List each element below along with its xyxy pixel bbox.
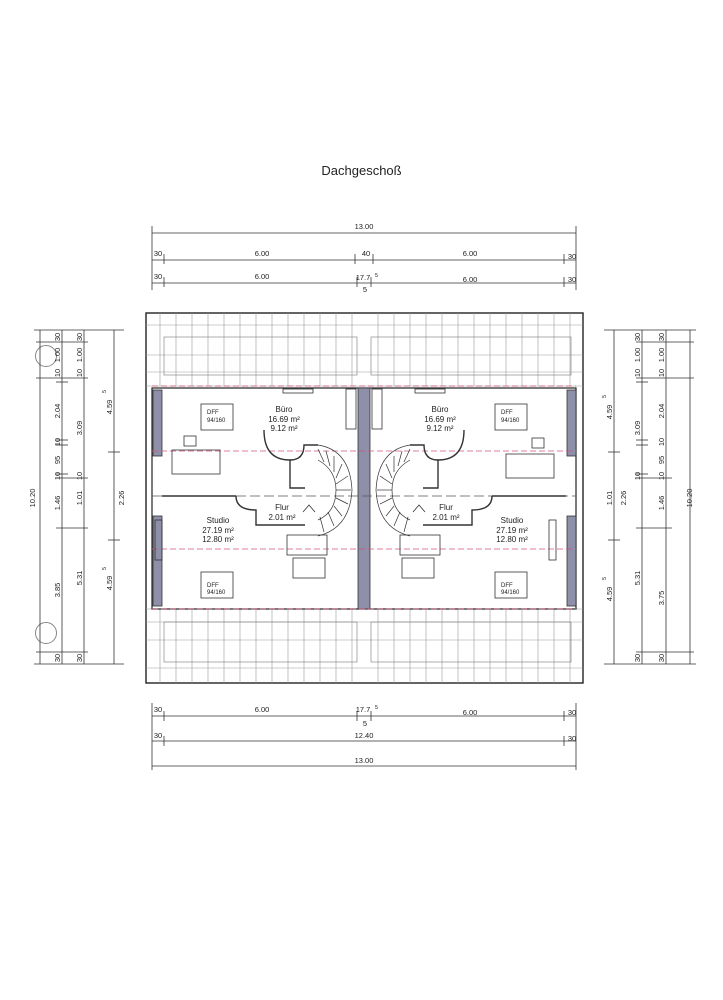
dim-label: 3.09 xyxy=(633,420,642,436)
roof-window-top-left xyxy=(201,404,233,430)
dim-label: 30 xyxy=(153,272,163,281)
dim-label: 13.00 xyxy=(354,756,374,765)
dim-label: 17.7 xyxy=(355,705,371,714)
dim-label: 30 xyxy=(153,731,163,740)
roof-window-top-right xyxy=(495,404,527,430)
dim-label: 1.46 xyxy=(53,495,62,511)
roof-tiles-top xyxy=(146,313,583,386)
dim-label: 10 xyxy=(53,471,62,481)
interior-walls-left xyxy=(162,430,318,525)
interior-walls-right xyxy=(410,430,566,525)
dim-label: 10 xyxy=(53,368,62,378)
stair-left xyxy=(303,445,352,536)
dim-label: 30 xyxy=(567,708,577,717)
dim-label-superscript: 5 xyxy=(375,273,379,279)
dim-label: 40 xyxy=(361,249,371,258)
dim-label: 3.75 xyxy=(657,590,666,606)
dim-label-superscript: 5 xyxy=(102,389,108,393)
dim-label: 30 xyxy=(633,332,642,342)
dim-label: 5 xyxy=(362,719,368,728)
room-area-flur-left: 2.01 m² xyxy=(268,513,296,522)
roof-tiles-bottom xyxy=(146,609,583,683)
dim-label: 5.31 xyxy=(633,570,642,586)
room-name-flur-right: Flur xyxy=(439,503,453,512)
furniture-right xyxy=(372,389,556,578)
dim-label: 10 xyxy=(75,368,84,378)
room-area-studio-left: 27.19 m² xyxy=(202,526,234,535)
window-label: DFF xyxy=(501,410,513,416)
room-area-buero-right-net: 9.12 m² xyxy=(426,424,454,433)
roof-window-bottom-left xyxy=(201,572,233,598)
dim-label: 30 xyxy=(567,252,577,261)
dim-label: 6.00 xyxy=(462,275,478,284)
room-name-buero-right: Büro xyxy=(431,405,449,414)
dim-label: 4.59 xyxy=(105,575,114,591)
room-name-studio-right: Studio xyxy=(500,516,524,525)
dim-label: 30 xyxy=(657,332,666,342)
dim-label: 5.31 xyxy=(75,570,84,586)
dim-label: 6.00 xyxy=(254,272,270,281)
dim-label-superscript: 5 xyxy=(102,566,108,570)
window-label: DFF xyxy=(501,583,513,589)
dim-label: 4.59 xyxy=(105,399,114,415)
room-area-studio-right: 27.19 m² xyxy=(496,526,528,535)
dim-label: 6.00 xyxy=(462,708,478,717)
dim-label: 95 xyxy=(53,455,62,465)
dim-label: 30 xyxy=(53,332,62,342)
dim-label: 10 xyxy=(657,437,666,447)
dim-label: 6.00 xyxy=(254,249,270,258)
room-name-buero-left: Büro xyxy=(275,405,293,414)
dim-label: 4.59 xyxy=(605,404,614,420)
dim-label: 95 xyxy=(657,455,666,465)
dim-label: 30 xyxy=(153,705,163,714)
dim-label: 1.00 xyxy=(657,347,666,363)
dim-label: 10 xyxy=(657,368,666,378)
dim-label: 10 xyxy=(633,368,642,378)
furniture-left xyxy=(155,389,356,578)
dim-label: 10 xyxy=(657,471,666,481)
dimensions-right xyxy=(604,330,696,664)
window-size: 94/160 xyxy=(501,418,520,424)
dim-label: 6.00 xyxy=(254,705,270,714)
dim-label: 17.7 xyxy=(355,273,371,282)
dimension-labels-bottom xyxy=(154,705,576,765)
dim-label: 30 xyxy=(657,653,666,663)
dim-label: 30 xyxy=(75,332,84,342)
room-area-buero-left-net: 9.12 m² xyxy=(270,424,298,433)
dim-label-superscript: 5 xyxy=(602,394,608,398)
room-area-buero-right: 16.69 m² xyxy=(424,415,456,424)
room-name-flur-left: Flur xyxy=(275,503,289,512)
dim-label: 12.40 xyxy=(354,731,374,740)
dim-label: 2.26 xyxy=(619,490,628,506)
dim-label: 10.20 xyxy=(28,488,37,508)
dim-label: 10.20 xyxy=(685,488,694,508)
dim-label: 10 xyxy=(75,471,84,481)
dim-label-superscript: 5 xyxy=(375,705,379,711)
dim-label: 13.00 xyxy=(354,222,374,231)
window-size: 94/160 xyxy=(207,590,226,596)
dim-label: 5 xyxy=(362,285,368,294)
dim-label: 30 xyxy=(633,653,642,663)
dim-label: 30 xyxy=(75,653,84,663)
room-area-flur-right: 2.01 m² xyxy=(432,513,460,522)
dim-label: 30 xyxy=(53,653,62,663)
dim-label: 2.04 xyxy=(53,403,62,419)
dim-label: 30 xyxy=(153,249,163,258)
dim-label: 1.01 xyxy=(75,490,84,506)
dim-label: 2.26 xyxy=(117,490,126,506)
dim-label: 1.00 xyxy=(633,347,642,363)
room-area-buero-left: 16.69 m² xyxy=(268,415,300,424)
dim-label: 3.85 xyxy=(53,582,62,598)
window-size: 94/160 xyxy=(207,418,226,424)
dim-label: 6.00 xyxy=(462,249,478,258)
room-area-studio-left-net: 12.80 m² xyxy=(202,535,234,544)
dim-label: 2.04 xyxy=(657,403,666,419)
dim-label: 3.09 xyxy=(75,420,84,436)
dim-label: 30 xyxy=(567,734,577,743)
dim-label: 1.01 xyxy=(605,490,614,506)
roof-window-bottom-right xyxy=(495,572,527,598)
dim-label: 1.00 xyxy=(53,347,62,363)
dim-label: 10 xyxy=(633,471,642,481)
dim-label: 4.59 xyxy=(605,586,614,602)
window-size: 94/160 xyxy=(501,590,520,596)
dim-label-superscript: 5 xyxy=(602,576,608,580)
room-name-studio-left: Studio xyxy=(206,516,230,525)
party-wall xyxy=(358,388,370,609)
dim-label: 30 xyxy=(567,275,577,284)
dimension-labels-left xyxy=(28,333,126,662)
dim-label: 1.46 xyxy=(657,495,666,511)
page-title: Dachgeschoß xyxy=(321,163,402,178)
window-label: DFF xyxy=(207,410,219,416)
room-area-studio-right-net: 12.80 m² xyxy=(496,535,528,544)
dim-label: 1.00 xyxy=(75,347,84,363)
dim-label: 10 xyxy=(53,437,62,447)
window-label: DFF xyxy=(207,583,219,589)
stair-right xyxy=(376,445,425,536)
